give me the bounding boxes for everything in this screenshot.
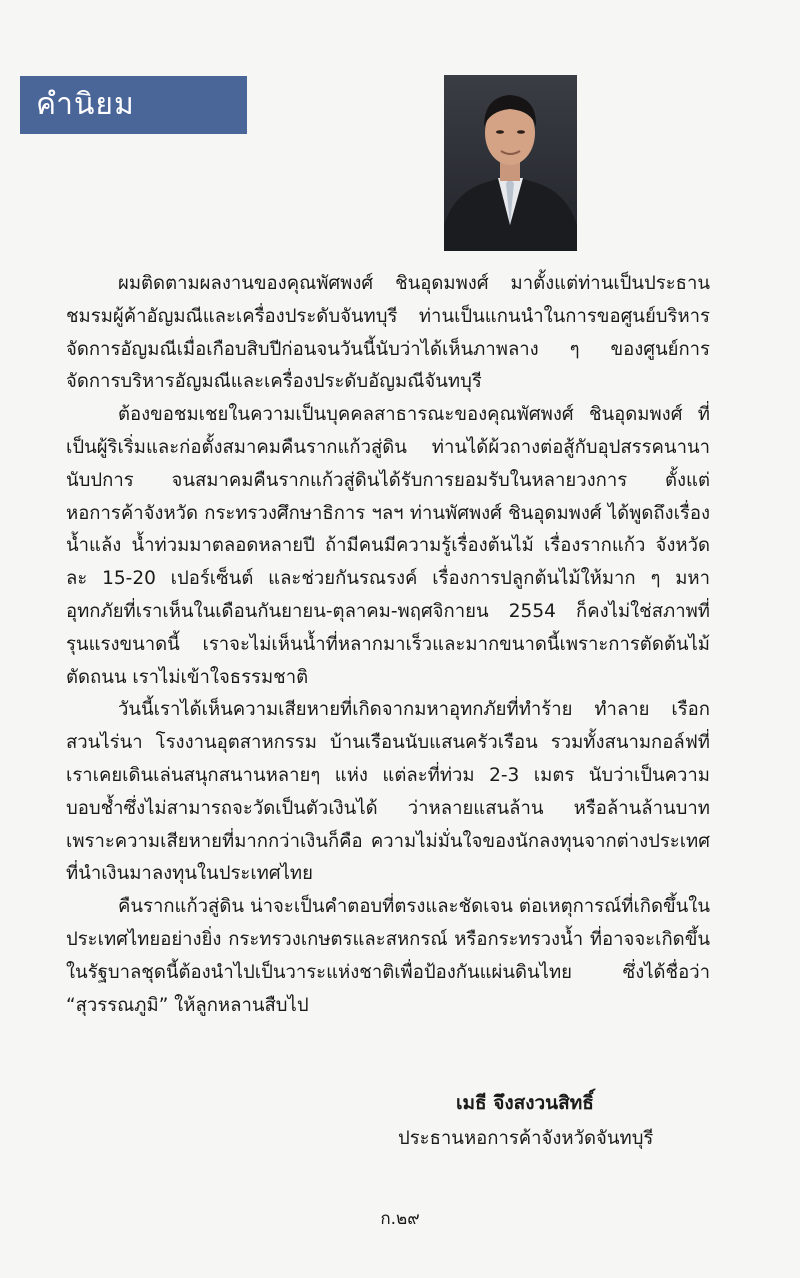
paragraph-4: คืนรากแก้วสู่ดิน น่าจะเป็นคำตอบที่ตรงและชัดเจน ต่อเหตุการณ์ที่เกิดขึ้นในประเทศไทยอย่างยิ่ง กระทรวงเกษตรและสหกรณ์ หรือกระทรวงน้ำ ที่อาจจะเกิดขึ้นในรัฐบาลชุดนี้ต้องนำไปเป็นวาระแห่งชาติเพื่อป้องกันแผ่นดินไทย ซึ่งได้ชื่อว่า “สุวรรณภูมิ” ให้ลูกหลานสืบไป (66, 896, 710, 1016)
author-portrait (444, 75, 577, 251)
signature-name: เมธี จึงสงวนสิทธิ์ (456, 1092, 594, 1114)
paragraph-1: ผมติดตามผลงานของคุณพัศพงศ์ ชินอุดมพงศ์ มาตั้งแต่ท่านเป็นประธานชมรมผู้ค้าอัญมณีและเครื่องประดับจันทบุรี ท่านเป็นแกนนำในการขอศูนย์บริหารจัดการอัญมณีเมื่อเกือบสิบปีก่อนจนวันนี้นับว่าได้เห็นภาพลาง ๆ ของศูนย์การจัดการบริหารอัญมณีและเครื่องประดับอัญมณีจันทบุรี (66, 273, 710, 393)
page-number: ก.๒๙ (380, 1209, 420, 1229)
paragraph-3: วันนี้เราได้เห็นความเสียหายที่เกิดจากมหาอุทกภัยที่ทำร้าย ทำลาย เรือก สวนไร่นา โรงงานอุตสาหกรรม บ้านเรือนนับแสนครัวเรือน รวมทั้งสนามกอล์ฟที่เราเคยเดินเล่นสนุกสนานหลายๆ แห่ง แต่ละที่ท่วม 2-3 เมตร นับว่าเป็นความบอบช้ำซึ่งไม่สามารถจะวัดเป็นตัวเงินได้ ว่าหลายแสนล้าน หรือล้านล้านบาท เพราะความเสียหายที่มากกว่าเงินก็คือ ความไม่มั่นใจของนักลงทุนจากต่างประเทศที่นำเงินมาลงทุนในประเทศไทย (66, 699, 710, 885)
body-text (66, 268, 710, 1022)
page-heading: คำนิยม (36, 87, 135, 122)
paragraph-2: ต้องขอชมเชยในความเป็นบุคคลสาธารณะของคุณพัศพงศ์ ชินอุดมพงศ์ ที่เป็นผู้ริเริ่มและก่อตั้งสมาคมคืนรากแก้วสู่ดิน ท่านได้ผ้วถางต่อสู้กับอุปสรรคนานานับปการ จนสมาคมคืนรากแก้วสู่ดินได้รับการยอมรับในหลายวงการ ตั้งแต่หอการค้าจังหวัด กระทรวงศึกษาธิการ ฯลฯ ท่านพัศพงศ์ ชินอุดมพงศ์ ได้พูดถึงเรื่องน้ำแล้ง น้ำท่วมมาตลอดหลายปี ถ้ามีคนมีความรู้เรื่องต้นไม้ เรื่องรากแก้ว จังหวัดละ 15-20 เปอร์เซ็นต์ และช่วยกันรณรงค์ เรื่องการปลูกต้นไม้ให้มาก ๆ มหาอุทกภัยที่เราเห็นในเดือนกันยายน-ตุลาคม-พฤศจิกายน 2554 ก็คงไม่ใช่สภาพที่รุนแรงขนาดนี้ เราจะไม่เห็นน้ำที่หลากมาเร็วและมากขนาดนี้เพราะการตัดต้นไม้ ตัดถนน เราไม่เข้าใจธรรมชาติ (66, 404, 710, 688)
signature-title: ประธานหอการค้าจังหวัดจันทบุรี (398, 1128, 654, 1149)
